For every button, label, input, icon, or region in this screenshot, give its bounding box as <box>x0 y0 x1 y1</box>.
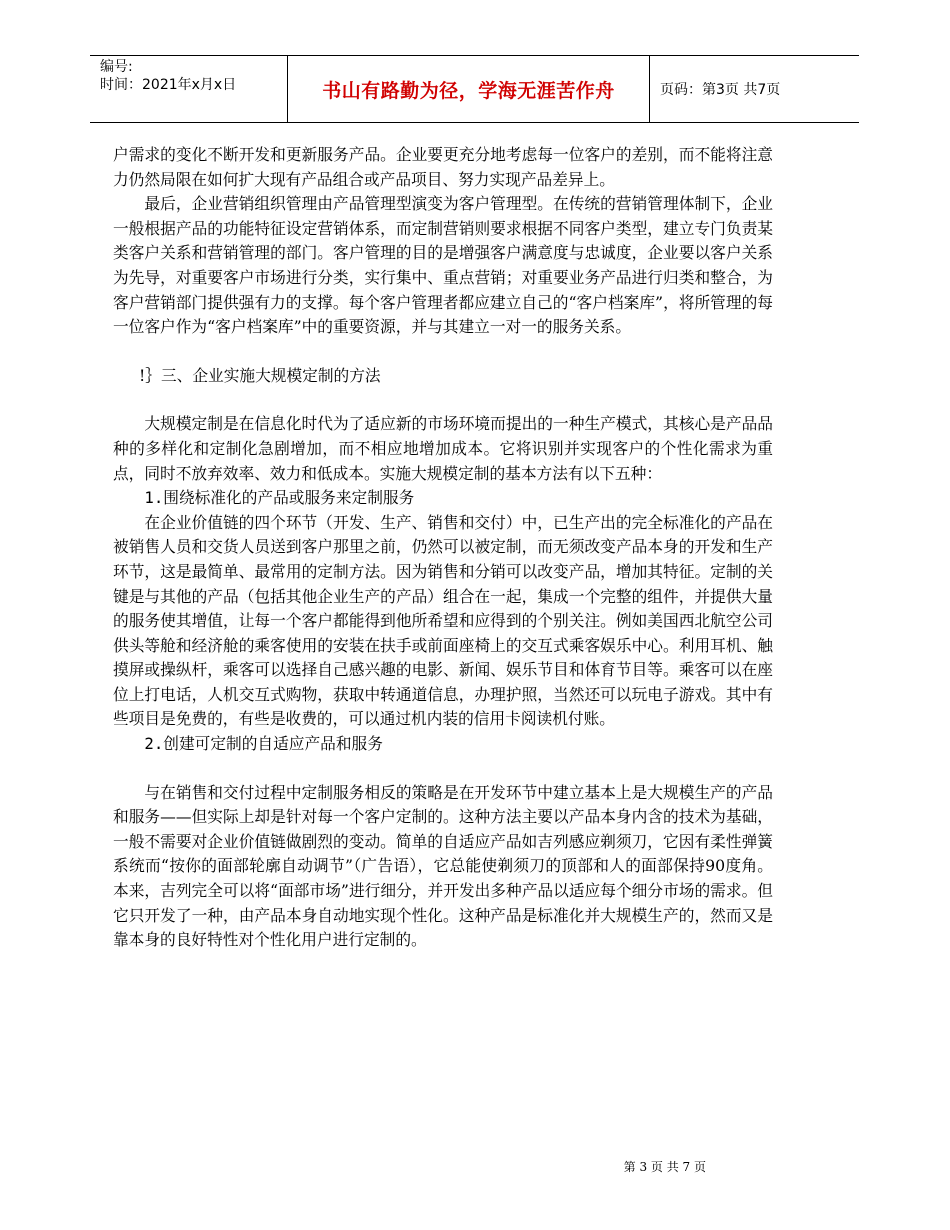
serial-label: 编号: <box>100 59 133 75</box>
item-heading: 1.围绕标准化的产品或服务来定制服务 <box>144 488 415 508</box>
page-header <box>90 55 859 123</box>
document-body <box>113 143 773 953</box>
header-motto: 书山有路勤为径，学海无涯苦作舟 <box>287 56 650 122</box>
item-heading: 2.创建可定制的自适应产品和服务 <box>144 734 383 754</box>
paragraph: 在企业价值链的四个环节（开发、生产、销售和交付）中，已生产出的完全标准化的产品在被销售人员和交货人员送到客户那里之前，仍然可以被定制，而无须改变产品本身的开发和生产环节，这是最简单、最常用的定制方法。因为销售和分销可以改变产品，增加其特征。定制的关键是与其他的产品（包括其他企业生产的产品）组合在一起，集成一个完整的组件，并提供大量的服务使其增值，让每一个客户都能得到他所希望和应得到的个别关注。例如美国西北航空公司供头等舱和经济舱的乘客使用的安装在扶手或前面座椅上的交互式乘客娱乐中心。利用耳机、触摸屏或操纵杆，乘客可以选择自己感兴趣的电影、新闻、娱乐节目和体育节目等。乘客可以在座位上打电话，人机交互式购物，获取中转通道信息，办理护照，当然还可以玩电子游戏。其中有些项目是免费的，有些是收费的，可以通过机内装的信用卡阅读机付账。 <box>113 512 773 729</box>
time-label: 时间：2021年x月x日 <box>100 77 237 93</box>
header-page-label: 页码：第3页 共7页 <box>660 82 781 98</box>
paragraph: 户需求的变化不断开发和更新服务产品。企业要更充分地考虑每一位客户的差别，而不能将注意力仍然局限在如何扩大现有产品组合或产品项目、努力实现产品差异上。 <box>113 145 773 189</box>
page-footer: 第 3 页 共 7 页 <box>623 1160 706 1174</box>
paragraph: 大规模定制是在信息化时代为了适应新的市场环境而提出的一种生产模式，其核心是产品品种的多样化和定制化急剧增加，而不相应地增加成本。它将识别并实现客户的个性化需求为重点，同时不放弃效率、效力和低成本。实施大规模定制的基本方法有以下五种： <box>113 414 773 483</box>
paragraph: 最后，企业营销组织管理由产品管理型演变为客户管理型。在传统的营销管理体制下，企业一般根据产品的功能特征设定营销体系，而定制营销则要求根据不同客户类型，建立专门负责某类客户关系和营销管理的部门。客户管理的目的是增强客户满意度与忠诚度，企业要以客户关系为先导，对重要客户市场进行分类，实行集中、重点营销；对重要业务产品进行归类和整合，为客户营销部门提供强有力的支撑。每个客户管理者都应建立自己的“客户档案库”，将所管理的每一位客户作为“客户档案库”中的重要资源，并与其建立一对一的服务关系。 <box>113 194 773 337</box>
section-heading: !｝三、企业实施大规模定制的方法 <box>139 365 381 385</box>
paragraph: 与在销售和交付过程中定制服务相反的策略是在开发环节中建立基本上是大规模生产的产品和服务——但实际上却是针对每一个客户定制的。这种方法主要以产品本身内含的技术为基础，一般不需要对企业价值链做剧烈的变动。简单的自适应产品如吉列感应剃须刀，它因有柔性弹簧系统而“按你的面部轮廓自动调节”（广告语），它总能使剃须刀的顶部和人的面部保持90度角。本来，吉列完全可以将“面部市场”进行细分，并开发出多种产品以适应每个细分市场的需求。但它只开发了一种，由产品本身自动地实现个性化。这种产品是标准化并大规模生产的，然而又是靠本身的良好特性对个性化用户进行定制的。 <box>113 782 773 950</box>
header-meta <box>90 56 287 122</box>
